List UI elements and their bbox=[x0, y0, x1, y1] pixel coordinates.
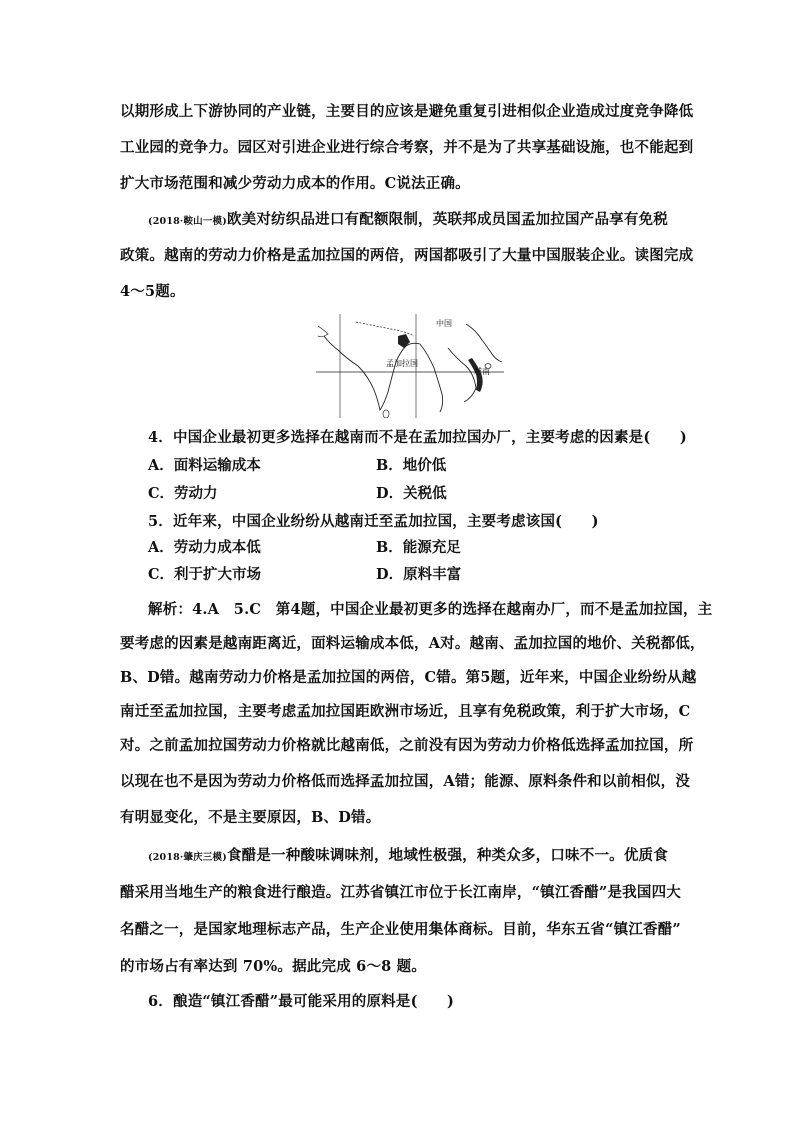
analysis-line-6: 以现在也不是因为劳动力价格低而选择孟加拉国，A错；能源、原料条件和以前相似，没 bbox=[120, 773, 691, 790]
analysis-line-7: 有明显变化，不是主要原因，B、D错。 bbox=[120, 809, 381, 826]
q6-stem: 6．酿造“镇江香醋”最可能采用的原料是( ) bbox=[148, 993, 455, 1010]
intro2-text: 食醋是一种酸味调味剂，地域性极强，种类众多，口味不一。优质食 bbox=[226, 847, 668, 864]
intro1-line-2: 政策。越南的劳动力价格是孟加拉国的两倍，两国都吸引了大量中国服装企业。读图完成 bbox=[120, 247, 694, 264]
q5-option-d: D．原料丰富 bbox=[376, 566, 462, 583]
q5-option-b: B．能源充足 bbox=[376, 539, 461, 556]
india-coast bbox=[324, 336, 420, 410]
map-label-bangladesh: 孟加拉国 bbox=[386, 359, 418, 368]
bangladesh-shape bbox=[398, 334, 410, 348]
intro1-line-3: 4～5题。 bbox=[120, 283, 185, 300]
burma-coast bbox=[420, 344, 443, 412]
intro2-line-4: 的市场占有率达到 70%。据此完成 6～8 题。 bbox=[120, 958, 427, 975]
q5-option-c: C．利于扩大市场 bbox=[148, 566, 262, 583]
q4-option-d: D．关税低 bbox=[376, 485, 447, 502]
para1-line-1: 以期形成上下游协同的产业链，主要目的应该是避免重复引进相似企业造成过度竞争降低 bbox=[120, 103, 694, 120]
intro1-text: 欧美对纺织品进口有配额限制，英联邦成员国孟加拉国产品享有免税 bbox=[226, 211, 668, 228]
para1-line-3: 扩大市场范围和减少劳动力成本的作用。C说法正确。 bbox=[120, 175, 470, 192]
intro1-source: (2018·鞍山一模) bbox=[148, 216, 227, 227]
analysis-line-5: 对。之前孟加拉国劳动力价格就比越南低，之前没有因为劳动力价格低选择孟加拉国，所 bbox=[120, 737, 694, 754]
intro2-source: (2018·肇庆三模) bbox=[148, 852, 227, 863]
map-label-vietnam: 越南 bbox=[474, 367, 490, 376]
arabian-coast bbox=[318, 326, 328, 337]
intro2-line-1 bbox=[148, 844, 668, 865]
map-label-china: 中国 bbox=[436, 319, 452, 328]
para1-line-2: 工业园的竞争力。园区对引进企业进行综合考察，并不是为了共享基础设施，也不能起到 bbox=[120, 139, 694, 156]
south-asia-map bbox=[316, 314, 504, 418]
sri-lanka-island bbox=[383, 410, 389, 418]
q4-option-c: C．劳动力 bbox=[148, 485, 218, 502]
q4-option-a: A．面料运输成本 bbox=[148, 457, 261, 474]
q4-option-b: B．地价低 bbox=[376, 457, 447, 474]
north-border bbox=[356, 322, 414, 336]
intro1-line-1 bbox=[148, 208, 668, 229]
analysis-line-2: 要考虑的因素是越南距离近，面料运输成本低，A对。越南、孟加拉国的地价、关税都低， bbox=[120, 635, 705, 652]
intro2-line-2: 醋采用当地生产的粮食进行酿造。江苏省镇江市位于长江南岸，“镇江香醋”是我国四大 bbox=[120, 884, 681, 901]
china-coast bbox=[466, 324, 502, 362]
analysis-line-3: B、D错。越南劳动力价格是孟加拉国的两倍，C错。第5题，近年来，中国企业纷纷从越 bbox=[120, 669, 697, 686]
indochina-coast bbox=[448, 348, 476, 402]
intro2-line-3: 名醋之一，是国家地理标志产品，生产企业使用集体商标。目前，华东五省“镇江香醋” bbox=[120, 921, 681, 938]
q4-stem: 4．中国企业最初更多选择在越南而不是在孟加拉国办厂，主要考虑的因素是( ) bbox=[148, 429, 687, 446]
q5-stem: 5．近年来，中国企业纷纷从越南迁至孟加拉国，主要考虑该国( ) bbox=[148, 513, 599, 530]
analysis-line-4: 南迁至孟加拉国，主要考虑孟加拉国距欧洲市场近，且享有免税政策，利于扩大市场，C bbox=[120, 703, 691, 720]
analysis-line-1: 解析：4.A 5.C 第4题，中国企业最初更多的选择在越南办厂，而不是孟加拉国，主 bbox=[148, 601, 713, 618]
q5-option-a: A．劳动力成本低 bbox=[148, 539, 261, 556]
